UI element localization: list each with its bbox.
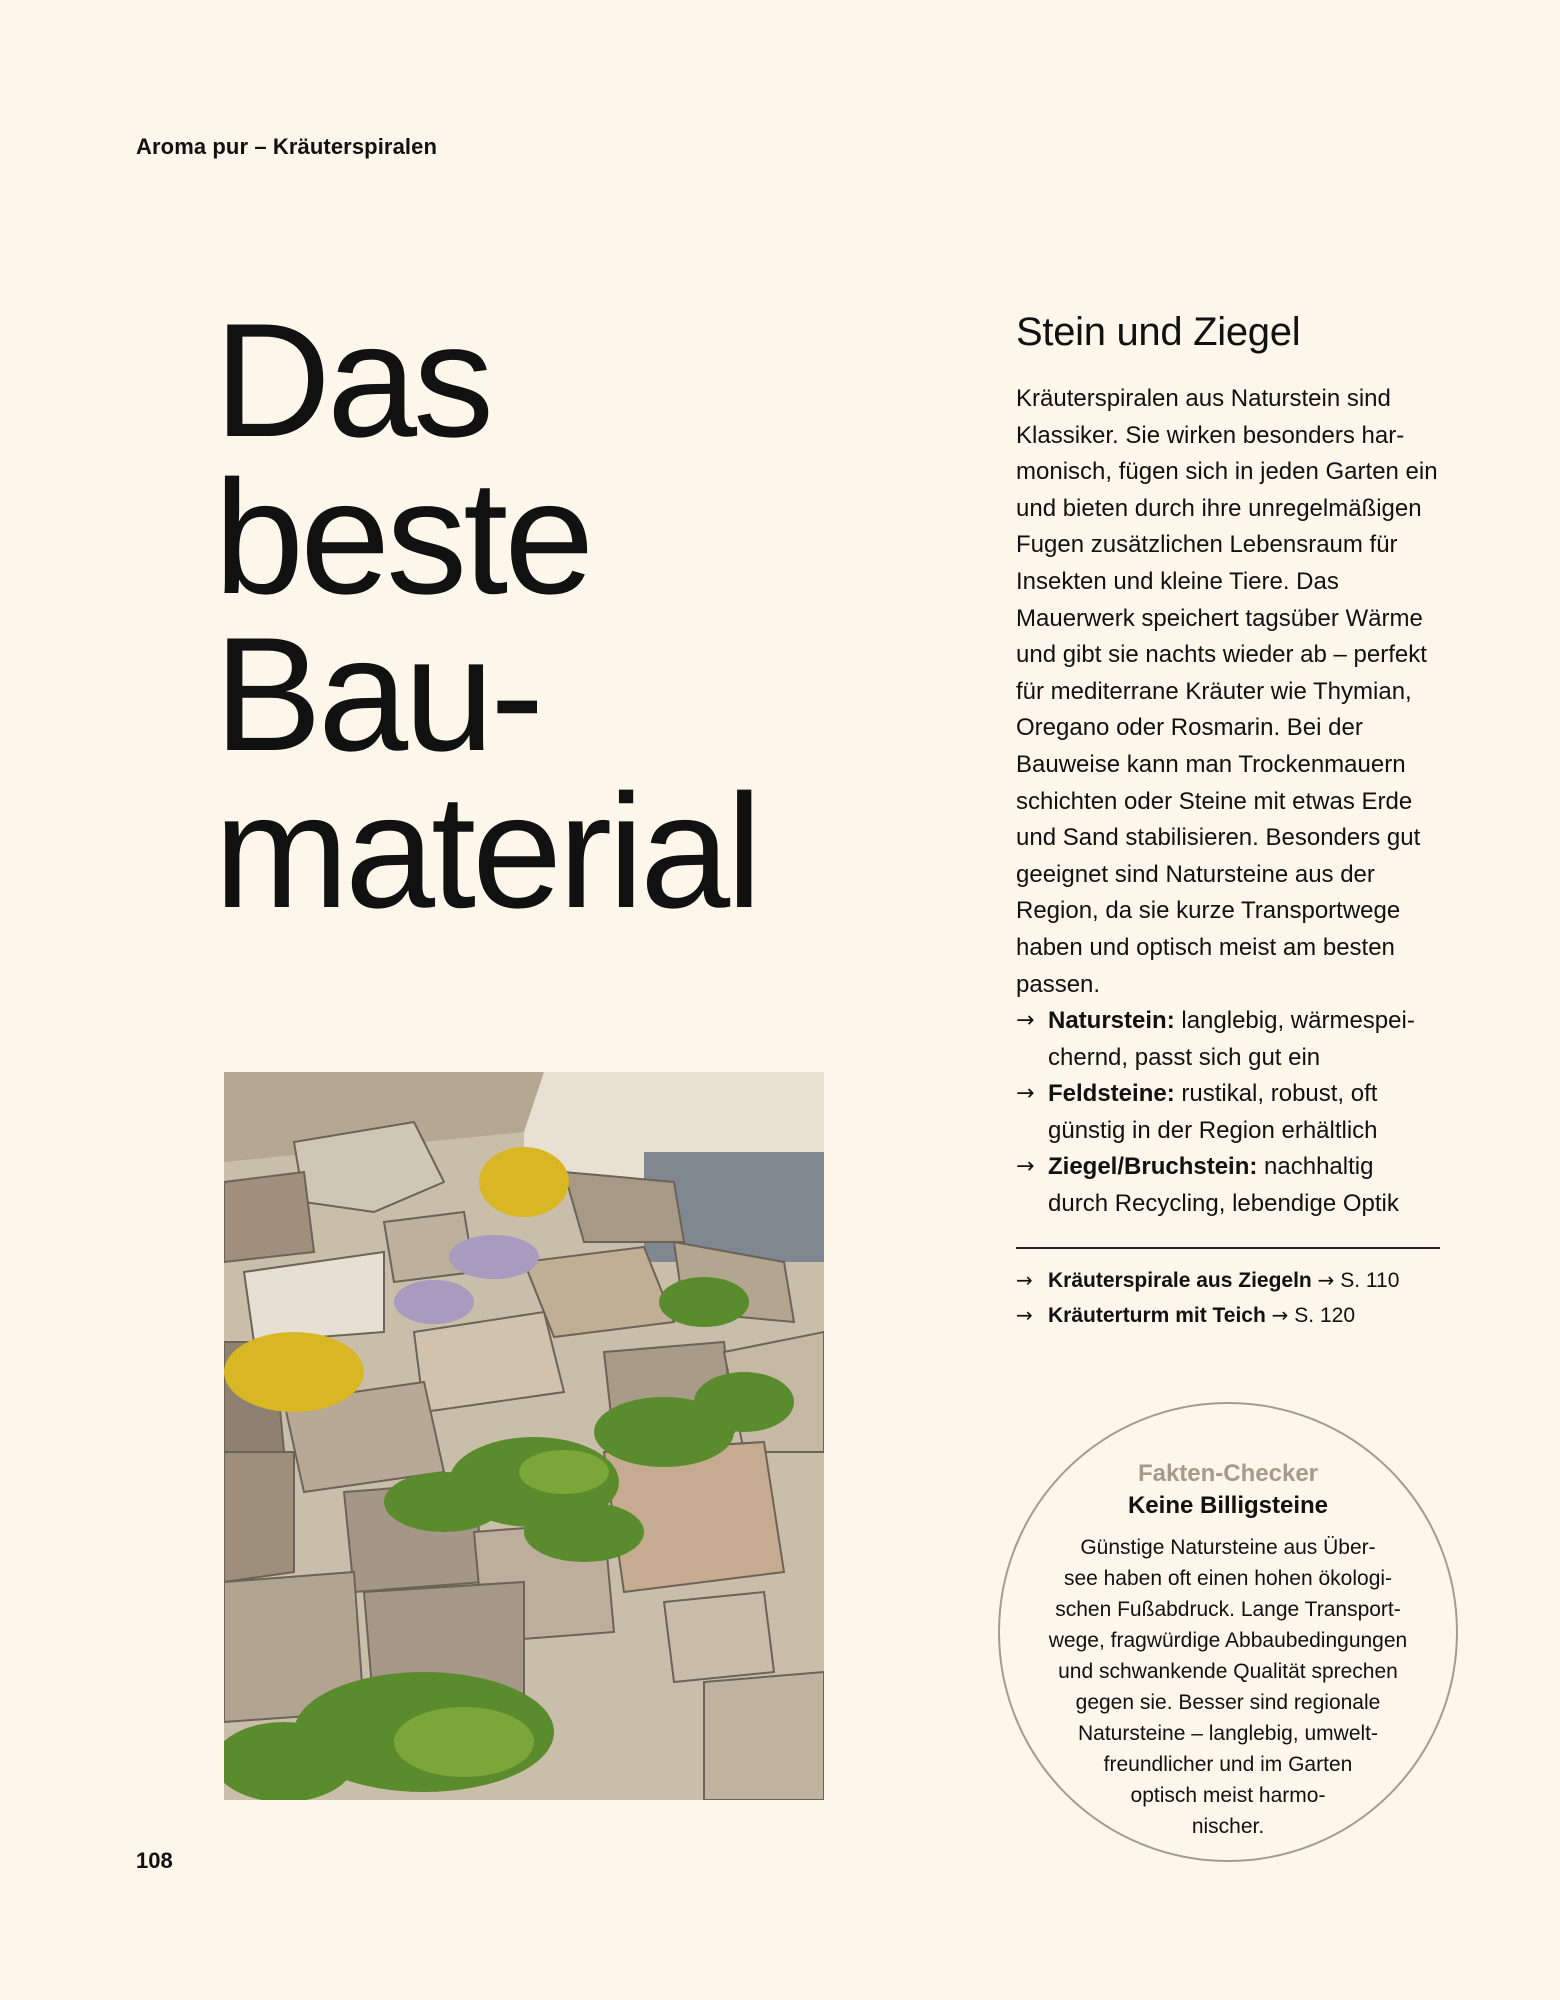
list-term: Feldsteine: [1048,1080,1175,1108]
fact-box-line: und schwankende Qualität sprechen [1058,1660,1398,1683]
arrow-icon: → [1016,1081,1035,1107]
page-number: 108 [136,1848,173,1873]
fact-box-kicker: Fakten-Checker [1137,1460,1319,1487]
reference-title: Kräuterturm mit Teich [1048,1303,1266,1327]
fact-box-line: optisch meist harmo- [1130,1784,1326,1807]
arrow-icon: → [1271,1302,1289,1327]
fact-box-title: Keine Billigsteine [1127,1492,1329,1519]
fact-box-line: schen Fußabdruck. Lange Transport- [1055,1598,1401,1621]
headline [214,290,759,942]
fact-box-line: gegen sie. Besser sind regionale [1075,1691,1381,1714]
reference-title: Kräuterspirale aus Ziegeln [1048,1268,1312,1292]
reference-page: S. 110 [1340,1268,1400,1292]
article-column [1016,310,1440,1333]
fact-box-line: freundlicher und im Garten [1103,1753,1353,1776]
herb-spiral-photo [224,1072,824,1800]
divider [1016,1247,1440,1249]
fact-box-line: see haben oft einen hohen ökologi- [1063,1567,1393,1590]
list-item [1016,1149,1440,1222]
material-list [1016,1003,1440,1223]
fact-checker-box [998,1402,1458,1862]
cross-references [1016,1263,1440,1333]
section-title: Stein und Ziegel [1016,310,1301,354]
list-term: Ziegel/Bruchstein: [1048,1153,1258,1181]
arrow-icon: → [1016,1154,1035,1180]
arrow-icon: → [1016,1008,1035,1034]
fact-box-line: nischer. [1191,1815,1265,1838]
list-text: langlebig, wärmespeichernd, passt sich gut ein [1048,1007,1415,1071]
cross-reference-link[interactable] [1016,1263,1440,1298]
running-title: Aroma pur – Kräuterspiralen [136,134,438,159]
cross-reference-link[interactable] [1016,1298,1440,1333]
list-item [1016,1076,1440,1149]
headline-line: Bau- [214,604,541,785]
arrow-icon: → [1317,1267,1335,1292]
fact-box-line: wege, fragwürdige Abbaubedingungen [1048,1629,1408,1652]
headline-line: beste [214,447,591,628]
headline-line: material [214,761,759,942]
fact-box-line: Natursteine – langlebig, umwelt- [1078,1722,1378,1745]
list-text: rustikal, robust, oft günstig in der Region erhältlich [1048,1080,1378,1144]
arrow-icon: → [1016,1267,1033,1292]
body-paragraph: Kräuterspiralen aus Naturstein sind Klassiker. Sie wirken besonders harmonisch, fügen sich in jeden Garten ein und bieten durch ihre unregelmäßigen Fugen zusätzlichen Lebensraum für Insekten und kleine Tiere. Das Mauerwerk speichert tagsüber Wärme und gibt sie nachts wieder ab – perfekt für mediterrane Kräuter wie Thymian, Oregano oder Rosmarin. Bei der Bauweise kann man Trockenmauern schichten oder Steine mit etwas Erde und Sand stabilisieren. Besonders gut geeignet sind Natursteine aus der Region, da sie kurze Transportwege haben und optisch meist am besten passen. [1016,385,1438,998]
fact-box-text [1026,1532,1430,1842]
list-text: nachhaltig durch Recycling, lebendige Optik [1048,1153,1399,1218]
arrow-icon: → [1016,1302,1033,1327]
headline-line: Das [214,290,491,471]
fact-box-line: Günstige Natursteine aus Über- [1080,1536,1376,1559]
reference-page: S. 120 [1294,1303,1355,1327]
list-item [1016,1003,1440,1076]
list-term: Naturstein: [1048,1007,1175,1035]
